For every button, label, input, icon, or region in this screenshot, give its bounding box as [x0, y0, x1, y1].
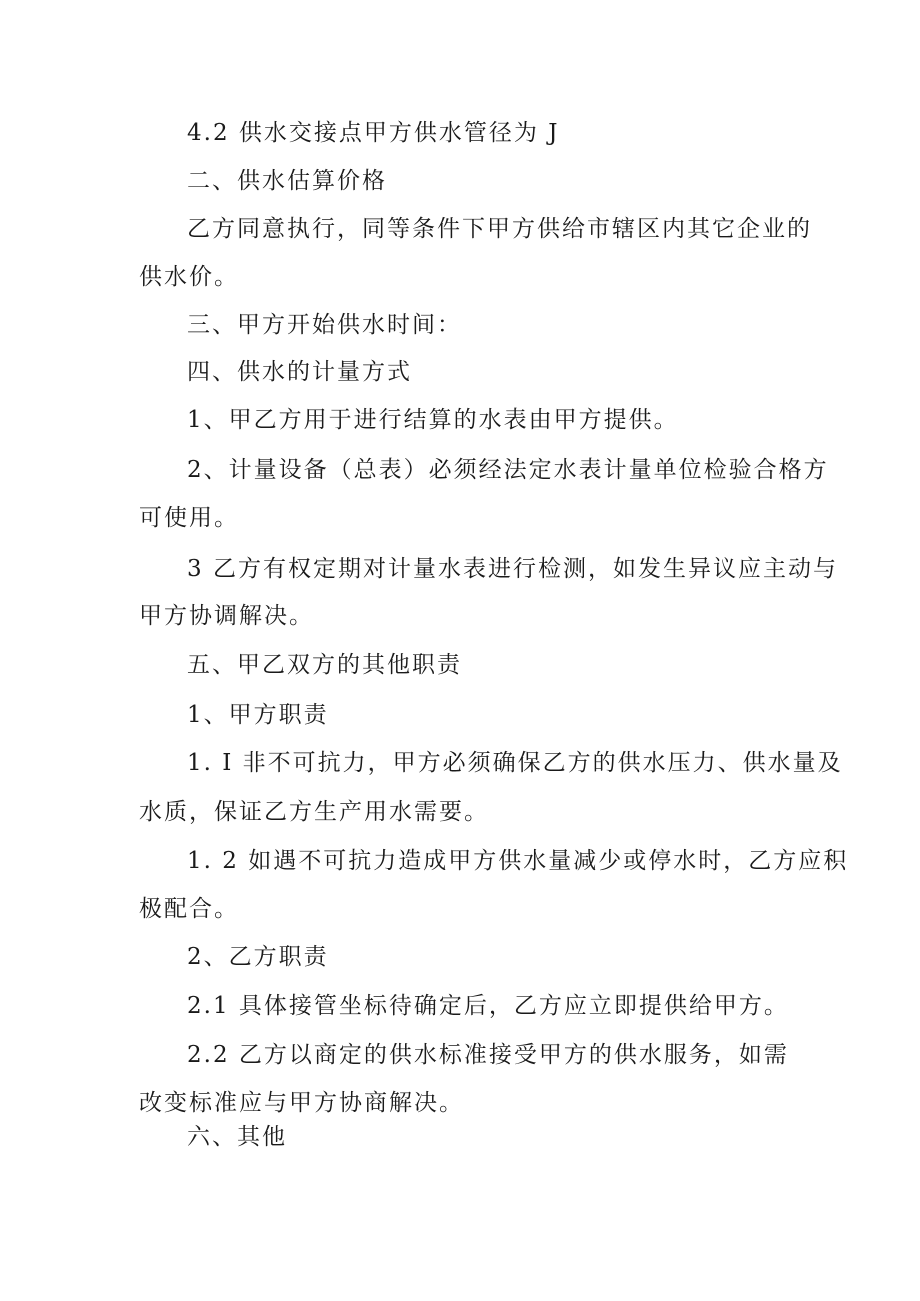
paragraph-line: 水质，保证乙方生产用水需要。: [139, 799, 489, 825]
paragraph-line: 1. I 非不可抗力，甲方必须确保乙方的供水压力、供水量及: [187, 750, 843, 776]
paragraph-line: 2.1 具体接管坐标待确定后，乙方应立即提供给甲方。: [187, 993, 789, 1019]
paragraph-line: 3 乙方有权定期对计量水表进行检测，如发生异议应主动与: [187, 556, 838, 582]
subsection-heading: 2、乙方职责: [187, 944, 329, 970]
section-heading: 四、供水的计量方式: [187, 359, 412, 385]
paragraph-line: 1、甲乙方用于进行结算的水表由甲方提供。: [187, 407, 679, 433]
subsection-heading: 1、甲方职责: [187, 702, 329, 728]
section-heading: 二、供水估算价格: [187, 168, 387, 194]
paragraph-line: 可使用。: [139, 505, 239, 531]
paragraph-line: 甲方协调解决。: [139, 603, 314, 629]
paragraph-line: 乙方同意执行，同等条件下甲方供给市辖区内其它企业的: [187, 216, 812, 242]
paragraph-line: 2.2 乙方以商定的供水标准接受甲方的供水服务，如需: [187, 1042, 789, 1068]
paragraph-line: 2、计量设备（总表）必须经法定水表计量单位检验合格方: [187, 457, 829, 483]
paragraph-line: 供水价。: [139, 264, 239, 290]
section-heading: 三、甲方开始供水时间：: [187, 312, 462, 338]
paragraph-line: 极配合。: [139, 896, 239, 922]
section-heading: 六、其他: [187, 1124, 287, 1150]
paragraph-line: 1. 2 如遇不可抗力造成甲方供水量减少或停水时，乙方应积: [187, 848, 849, 874]
paragraph-line: 4.2 供水交接点甲方供水管径为 J: [187, 120, 560, 146]
section-heading: 五、甲乙双方的其他职责: [187, 652, 462, 678]
paragraph-line: 改变标准应与甲方协商解决。: [139, 1090, 464, 1116]
